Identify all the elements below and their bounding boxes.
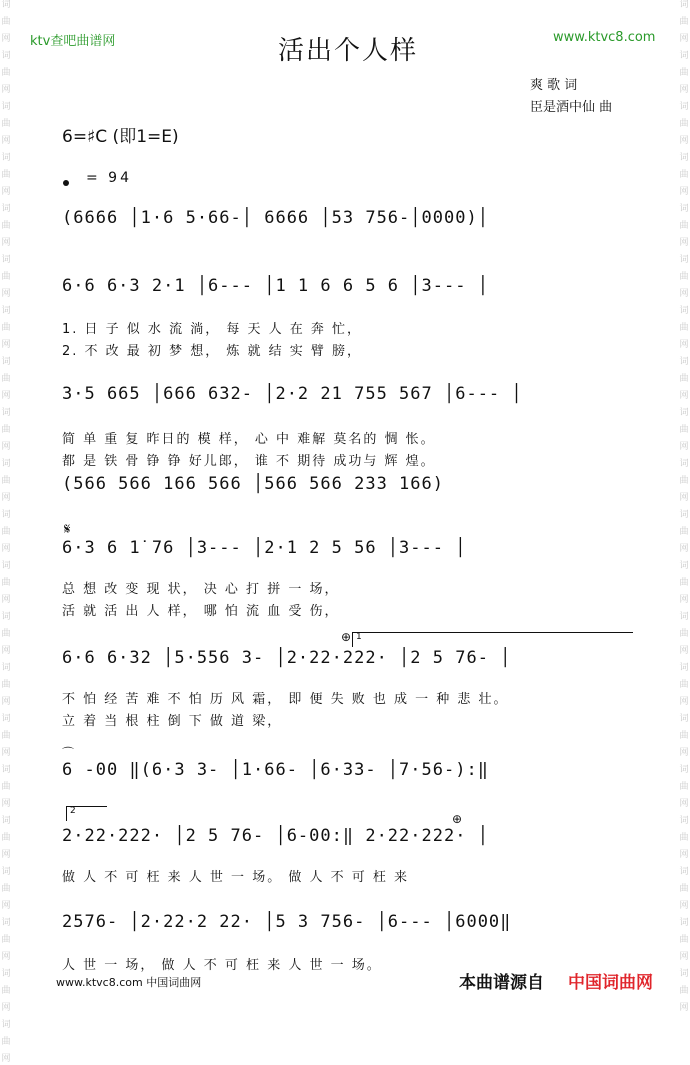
watermark-char: 网 bbox=[679, 289, 689, 299]
watermark-char: 网 bbox=[679, 595, 689, 605]
watermark-char: 曲 bbox=[679, 935, 689, 945]
watermark-char: 词 bbox=[1, 153, 11, 163]
notation-line: (6666 │1·6 5·66-│ 6666 │53 756-│0000)│ bbox=[62, 208, 489, 228]
watermark-char: 网 bbox=[679, 544, 689, 554]
watermark-char: 曲 bbox=[1, 476, 11, 486]
watermark-char: 曲 bbox=[1, 374, 11, 384]
lyric-line: 不 怕 经 苦 难 不 怕 历 风 霜， 即 便 失 败 也 成 一 种 悲 壮。 bbox=[62, 692, 509, 707]
watermark-char: 词 bbox=[1, 561, 11, 571]
watermark-char: 网 bbox=[679, 238, 689, 248]
watermark-char: 曲 bbox=[1, 1037, 11, 1047]
watermark-char: 词 bbox=[679, 969, 689, 979]
watermark-char: 曲 bbox=[679, 425, 689, 435]
watermark-char: 曲 bbox=[1, 935, 11, 945]
footer-source-site: 中国词曲网 bbox=[568, 973, 653, 993]
watermark-char: 曲 bbox=[679, 272, 689, 282]
footer-site: www.ktvc8.com 中国词曲网 bbox=[56, 976, 202, 989]
left-watermark bbox=[0, 0, 12, 1064]
watermark-char: 网 bbox=[679, 187, 689, 197]
volta-1-label: 1 bbox=[356, 632, 362, 642]
watermark-char: 词 bbox=[679, 918, 689, 928]
watermark-char: 网 bbox=[679, 748, 689, 758]
watermark-char: 词 bbox=[679, 102, 689, 112]
watermark-char: 曲 bbox=[679, 170, 689, 180]
watermark-char: 词 bbox=[679, 408, 689, 418]
watermark-char: 网 bbox=[679, 850, 689, 860]
watermark-char: 网 bbox=[1, 391, 11, 401]
watermark-char: 曲 bbox=[1, 680, 11, 690]
key-signature: 6=♯C (即1=E) bbox=[62, 127, 179, 147]
watermark-char: 词 bbox=[1, 0, 11, 10]
watermark-char: 词 bbox=[1, 969, 11, 979]
watermark-char: 曲 bbox=[679, 68, 689, 78]
lyric-line: 立 着 当 根 柱 倒 下 做 道 梁， bbox=[62, 714, 283, 729]
watermark-char: 网 bbox=[679, 136, 689, 146]
watermark-char: 网 bbox=[679, 1003, 689, 1013]
watermark-char: 词 bbox=[679, 561, 689, 571]
watermark-char: 词 bbox=[1, 204, 11, 214]
tempo-marking: = 94 bbox=[86, 170, 132, 186]
watermark-char: 网 bbox=[1, 442, 11, 452]
watermark-char: 网 bbox=[679, 442, 689, 452]
watermark-char: 词 bbox=[679, 204, 689, 214]
watermark-char: 词 bbox=[1, 867, 11, 877]
site-name-left: ktv查吧曲谱网 bbox=[30, 34, 116, 49]
watermark-char: 词 bbox=[1, 816, 11, 826]
watermark-char: 词 bbox=[679, 255, 689, 265]
watermark-char: 曲 bbox=[1, 578, 11, 588]
watermark-char: 词 bbox=[1, 357, 11, 367]
watermark-char: 网 bbox=[1, 238, 11, 248]
watermark-char: 词 bbox=[679, 459, 689, 469]
watermark-char: 曲 bbox=[1, 170, 11, 180]
watermark-char: 词 bbox=[679, 765, 689, 775]
watermark-char: 网 bbox=[679, 799, 689, 809]
watermark-char: 网 bbox=[1, 901, 11, 911]
composer-credit: 臣是酒中仙 曲 bbox=[530, 100, 613, 115]
watermark-char: 词 bbox=[1, 714, 11, 724]
watermark-char: 网 bbox=[1, 493, 11, 503]
notation-line: 6·6 6·3 2·1 │6--- │1 1 6 6 5 6 │3--- │ bbox=[62, 276, 489, 296]
watermark-char: 词 bbox=[679, 153, 689, 163]
watermark-char: 曲 bbox=[679, 680, 689, 690]
watermark-char: 网 bbox=[1, 544, 11, 554]
watermark-char: 曲 bbox=[1, 221, 11, 231]
watermark-char: 曲 bbox=[1, 527, 11, 537]
watermark-char: 曲 bbox=[1, 17, 11, 27]
notation-line: 6 -00 ‖(6·3 3- │1·66- │6·33- │7·56-):‖ bbox=[62, 760, 489, 780]
lyric-line: 人 世 一 场， 做 人 不 可 枉 来 人 世 一 场。 bbox=[62, 958, 382, 973]
watermark-char: 曲 bbox=[1, 629, 11, 639]
watermark-char: 网 bbox=[1, 289, 11, 299]
song-title: 活出个人样 bbox=[278, 36, 419, 66]
notation-line: 6·3 6 1̇ 76 │3--- │2·1 2 5 56 │3--- │ bbox=[62, 538, 467, 558]
watermark-char: 曲 bbox=[679, 323, 689, 333]
watermark-char: 网 bbox=[679, 697, 689, 707]
watermark-char: 曲 bbox=[1, 884, 11, 894]
watermark-char: 网 bbox=[679, 85, 689, 95]
watermark-char: 网 bbox=[1, 187, 11, 197]
volta-2-label: 2 bbox=[70, 806, 76, 816]
watermark-char: 词 bbox=[1, 255, 11, 265]
watermark-char: 网 bbox=[679, 493, 689, 503]
watermark-char: 网 bbox=[679, 391, 689, 401]
watermark-char: 曲 bbox=[679, 374, 689, 384]
watermark-char: 词 bbox=[1, 306, 11, 316]
watermark-char: 曲 bbox=[1, 731, 11, 741]
watermark-char: 词 bbox=[1, 102, 11, 112]
watermark-char: 网 bbox=[1, 1003, 11, 1013]
watermark-char: 曲 bbox=[1, 119, 11, 129]
watermark-char: 词 bbox=[1, 663, 11, 673]
lyricist-credit: 爽 歌 词 bbox=[530, 78, 578, 93]
volta-2-bracket bbox=[66, 806, 107, 821]
watermark-char: 词 bbox=[1, 51, 11, 61]
watermark-char: 网 bbox=[1, 799, 11, 809]
watermark-char: 词 bbox=[679, 663, 689, 673]
watermark-char: 网 bbox=[679, 646, 689, 656]
watermark-char: 网 bbox=[679, 952, 689, 962]
coda-sign-icon: ⊕ bbox=[341, 630, 352, 644]
watermark-char: 曲 bbox=[1, 986, 11, 996]
watermark-char: 曲 bbox=[679, 782, 689, 792]
watermark-char: 网 bbox=[1, 748, 11, 758]
site-url-right: www.ktvc8.com bbox=[553, 30, 656, 45]
watermark-char: 曲 bbox=[679, 833, 689, 843]
watermark-char: 网 bbox=[1, 850, 11, 860]
watermark-char: 网 bbox=[1, 697, 11, 707]
tempo-note-icon bbox=[63, 180, 69, 186]
notation-line: (566 566 166 566 │566 566 233 166) bbox=[62, 474, 444, 494]
watermark-char: 网 bbox=[679, 34, 689, 44]
watermark-char: 曲 bbox=[1, 68, 11, 78]
watermark-char: 词 bbox=[1, 918, 11, 928]
watermark-char: 曲 bbox=[679, 17, 689, 27]
watermark-char: 网 bbox=[1, 1054, 11, 1064]
watermark-char: 曲 bbox=[679, 986, 689, 996]
watermark-char: 词 bbox=[679, 510, 689, 520]
watermark-char: 词 bbox=[679, 714, 689, 724]
watermark-char: 曲 bbox=[679, 476, 689, 486]
notation-line: 2·22·222· │2 5 76- │6-00:‖ 2·22·222· │ bbox=[62, 826, 489, 846]
watermark-char: 词 bbox=[1, 459, 11, 469]
fermata-icon: ⌒ bbox=[62, 746, 75, 760]
watermark-char: 曲 bbox=[679, 119, 689, 129]
coda-sign-2-icon: ⊕ bbox=[452, 812, 463, 826]
watermark-char: 曲 bbox=[679, 578, 689, 588]
notation-line: 6·6 6·32 │5·556 3- │2·22·222· │2 5 76- │ bbox=[62, 648, 512, 668]
watermark-char: 曲 bbox=[1, 782, 11, 792]
right-watermark bbox=[678, 0, 690, 1018]
watermark-char: 词 bbox=[679, 0, 689, 10]
watermark-char: 曲 bbox=[679, 731, 689, 741]
watermark-char: 词 bbox=[679, 612, 689, 622]
segno-sign: 𝄋 bbox=[64, 520, 71, 538]
watermark-char: 网 bbox=[1, 34, 11, 44]
watermark-char: 网 bbox=[1, 85, 11, 95]
watermark-char: 词 bbox=[679, 816, 689, 826]
watermark-char: 词 bbox=[679, 51, 689, 61]
watermark-char: 词 bbox=[1, 765, 11, 775]
volta-1-bracket bbox=[352, 632, 633, 647]
notation-line: 3·5 665 │666 632- │2·2 21 755 567 │6--- │ bbox=[62, 384, 523, 404]
lyric-line: 活 就 活 出 人 样， 哪 怕 流 血 受 伤， bbox=[62, 604, 340, 619]
watermark-char: 词 bbox=[679, 357, 689, 367]
watermark-char: 词 bbox=[1, 408, 11, 418]
watermark-char: 网 bbox=[1, 595, 11, 605]
watermark-char: 词 bbox=[1, 612, 11, 622]
lyric-line: 2. 不 改 最 初 梦 想， 炼 就 结 实 臂 膀， bbox=[62, 344, 362, 359]
lyric-line: 做 人 不 可 枉 来 人 世 一 场。 做 人 不 可 枉 来 bbox=[62, 870, 409, 885]
watermark-char: 网 bbox=[1, 340, 11, 350]
watermark-char: 网 bbox=[1, 952, 11, 962]
footer-source-label: 本曲谱源自 bbox=[459, 973, 544, 993]
watermark-char: 词 bbox=[679, 867, 689, 877]
watermark-char: 曲 bbox=[1, 425, 11, 435]
watermark-char: 曲 bbox=[679, 884, 689, 894]
watermark-char: 词 bbox=[1, 510, 11, 520]
watermark-char: 曲 bbox=[1, 833, 11, 843]
watermark-char: 曲 bbox=[679, 629, 689, 639]
watermark-char: 网 bbox=[679, 340, 689, 350]
watermark-char: 曲 bbox=[679, 221, 689, 231]
watermark-char: 网 bbox=[1, 136, 11, 146]
watermark-char: 网 bbox=[1, 646, 11, 656]
notation-line: 2576- │2·22·2 22· │5 3 756- │6--- │6000‖ bbox=[62, 912, 512, 932]
lyric-line: 都 是 铁 骨 铮 铮 好儿郎， 谁 不 期待 成功与 辉 煌。 bbox=[62, 454, 436, 469]
watermark-char: 曲 bbox=[679, 527, 689, 537]
watermark-char: 词 bbox=[679, 306, 689, 316]
lyric-line: 总 想 改 变 现 状， 决 心 打 拼 一 场， bbox=[62, 582, 340, 597]
lyric-line: 1. 日 子 似 水 流 淌， 每 天 人 在 奔 忙， bbox=[62, 322, 362, 337]
watermark-char: 网 bbox=[679, 901, 689, 911]
watermark-char: 曲 bbox=[1, 272, 11, 282]
lyric-line: 简 单 重 复 昨日的 模 样， 心 中 难解 莫名的 惆 怅。 bbox=[62, 432, 436, 447]
watermark-char: 词 bbox=[1, 1020, 11, 1030]
watermark-char: 曲 bbox=[1, 323, 11, 333]
